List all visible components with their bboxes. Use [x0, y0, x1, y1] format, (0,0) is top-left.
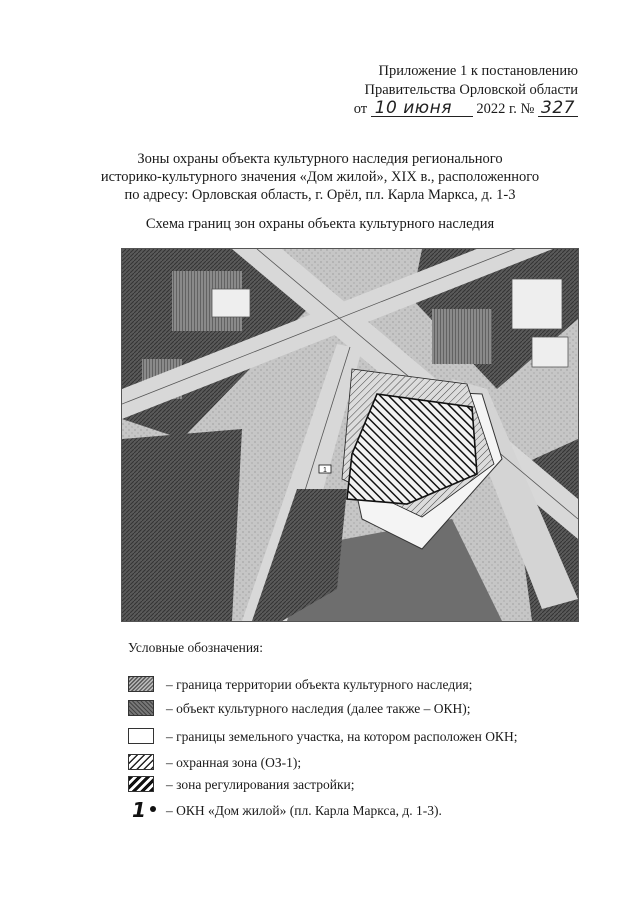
- legend-text-okn: – объект культурного наследия (далее также – ОКН);: [166, 701, 471, 716]
- okn-number-symbol: 1: [132, 798, 146, 822]
- regulation-zone-swatch: [128, 776, 154, 792]
- building-hatched-2: [432, 309, 492, 364]
- building-white-2: [532, 337, 568, 367]
- legend-text-territory: – граница территории объекта культурного наследия;: [166, 677, 473, 692]
- legend-text-okn-house: – ОКН «Дом жилой» (пл. Карла Маркса, д. 1-3).: [166, 803, 442, 818]
- date-prefix: от: [353, 101, 368, 117]
- building-white-1: [512, 279, 562, 329]
- legend-item-regulation-zone: [128, 776, 598, 798]
- title-line-2: историко-культурного значения «Дом жилой», XIX в., расположенного: [100, 169, 540, 185]
- okn-swatch: [128, 700, 154, 716]
- legend-text-land-plot: – границы земельного участка, на котором расположен ОКН;: [166, 729, 518, 744]
- legend-item-okn: [128, 700, 598, 722]
- okn-marker-label: 1: [323, 467, 327, 474]
- title-line-3: по адресу: Орловская область, г. Орёл, пл. Карла Маркса, д. 1-3: [124, 187, 516, 203]
- legend-heading: Условные обозначения:: [128, 640, 264, 655]
- legend-item-land-plot: [128, 728, 598, 750]
- quarter-west: [122, 429, 242, 621]
- map-drawing: [122, 249, 578, 621]
- legend-text-protection-zone: – охранная зона (ОЗ-1);: [166, 755, 302, 770]
- building-white-3: [212, 289, 250, 317]
- territory-swatch: [128, 676, 154, 692]
- legend-item-territory: [128, 676, 598, 698]
- protection-zone-swatch: [128, 754, 154, 770]
- land-plot-swatch: [128, 728, 154, 744]
- zone-map: [121, 248, 579, 622]
- okn-dot-icon: [150, 806, 156, 812]
- title-line-1: Зоны охраны объекта культурного наследия регионального: [137, 151, 503, 167]
- appendix-date-row: [354, 100, 578, 119]
- appendix-header: [354, 62, 578, 119]
- appendix-line-2: Правительства Орловской области: [364, 82, 578, 98]
- scheme-subtitle: Схема границ зон охраны объекта культурного наследия: [145, 216, 495, 232]
- document-title: [80, 150, 560, 204]
- legend-text-regulation-zone: – зона регулирования застройки;: [166, 777, 355, 792]
- year-and-number-label: 2022 г. №: [476, 101, 535, 117]
- legend-item-protection-zone: [128, 754, 598, 776]
- handwritten-date: 10 июня: [371, 100, 473, 117]
- handwritten-number: 327: [538, 100, 578, 117]
- appendix-line-1: Приложение 1 к постановлению: [378, 63, 578, 79]
- legend-item-okn-house: [128, 798, 598, 824]
